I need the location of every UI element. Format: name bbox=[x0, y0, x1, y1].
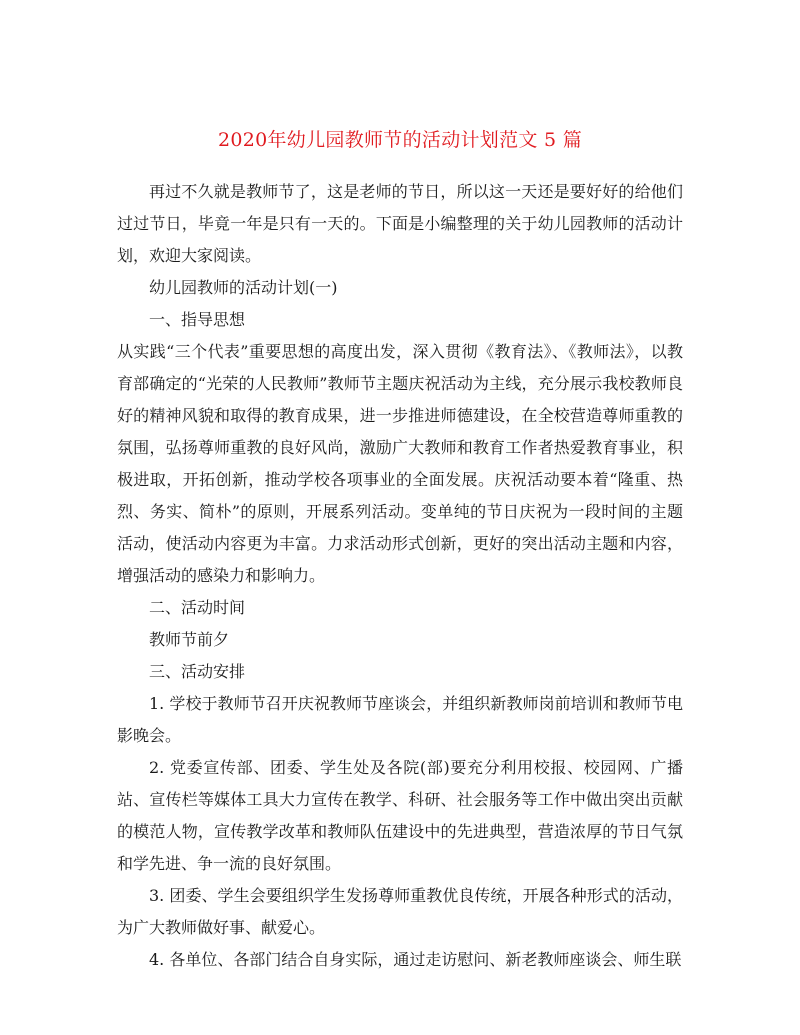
activity-time-paragraph: 教师节前夕 bbox=[149, 630, 230, 649]
document-body bbox=[117, 176, 683, 976]
arrangement-item-1: 1. 学校于教师节召开庆祝教师节座谈会，并组织新教师岗前培训和教师节电影晚会。 bbox=[117, 694, 683, 745]
section-heading-guiding-thought: 一、指导思想 bbox=[149, 310, 246, 329]
arrangement-item-2: 2. 党委宣传部、团委、学生处及各院(部)要充分利用校报、校园网、广播站、宣传栏等媒体工具大力宣传在教学、科研、社会服务等工作中做出突出贡献的模范人物，宣传教学改革和教师队伍建设中的先进典型，营造浓厚的节日气氛和学先进、争一流的良好氛围。 bbox=[117, 758, 683, 873]
arrangement-item-3: 3. 团委、学生会要组织学生发扬尊师重教优良传统，开展各种形式的活动，为广大教师做好事、献爱心。 bbox=[117, 886, 683, 937]
arrangement-item-4: 4. 各单位、各部门结合自身实际，通过走访慰问、新老教师座谈会、师生联 bbox=[149, 950, 682, 969]
section-heading-activity-arrangement: 三、活动安排 bbox=[149, 662, 246, 681]
section-heading-activity-time: 二、活动时间 bbox=[149, 598, 246, 617]
intro-paragraph: 再过不久就是教师节了，这是老师的节日，所以这一天还是要好好的给他们过过节日，毕竟一年是只有一天的。下面是小编整理的关于幼儿园教师的活动计划，欢迎大家阅读。 bbox=[117, 182, 683, 265]
document-title: 2020年幼儿园教师节的活动计划范文 5 篇 bbox=[217, 128, 583, 151]
section-heading-plan-one: 幼儿园教师的活动计划(一) bbox=[149, 278, 338, 297]
guiding-thought-paragraph: 从实践“三个代表”重要思想的高度出发，深入贯彻《教育法》、《教师法》，以教育部确定的“光荣的人民教师”教师节主题庆祝活动为主线，充分展示我校教师良好的精神风貌和取得的教育成果，进一步推进师德建设，在全校营造尊师重教的氛围，弘扬尊师重教的良好风尚，激励广大教师和教育工作者热爱教育事业，积极进取，开拓创新，推动学校各项事业的全面发展。庆祝活动要本着“隆重、热烈、务实、简朴”的原则，开展系列活动。变单纯的节日庆祝为一段时间的主题活动，使活动内容更为丰富。力求活动形式创新，更好的突出活动主题和内容，增强活动的感染力和影响力。 bbox=[117, 342, 683, 585]
